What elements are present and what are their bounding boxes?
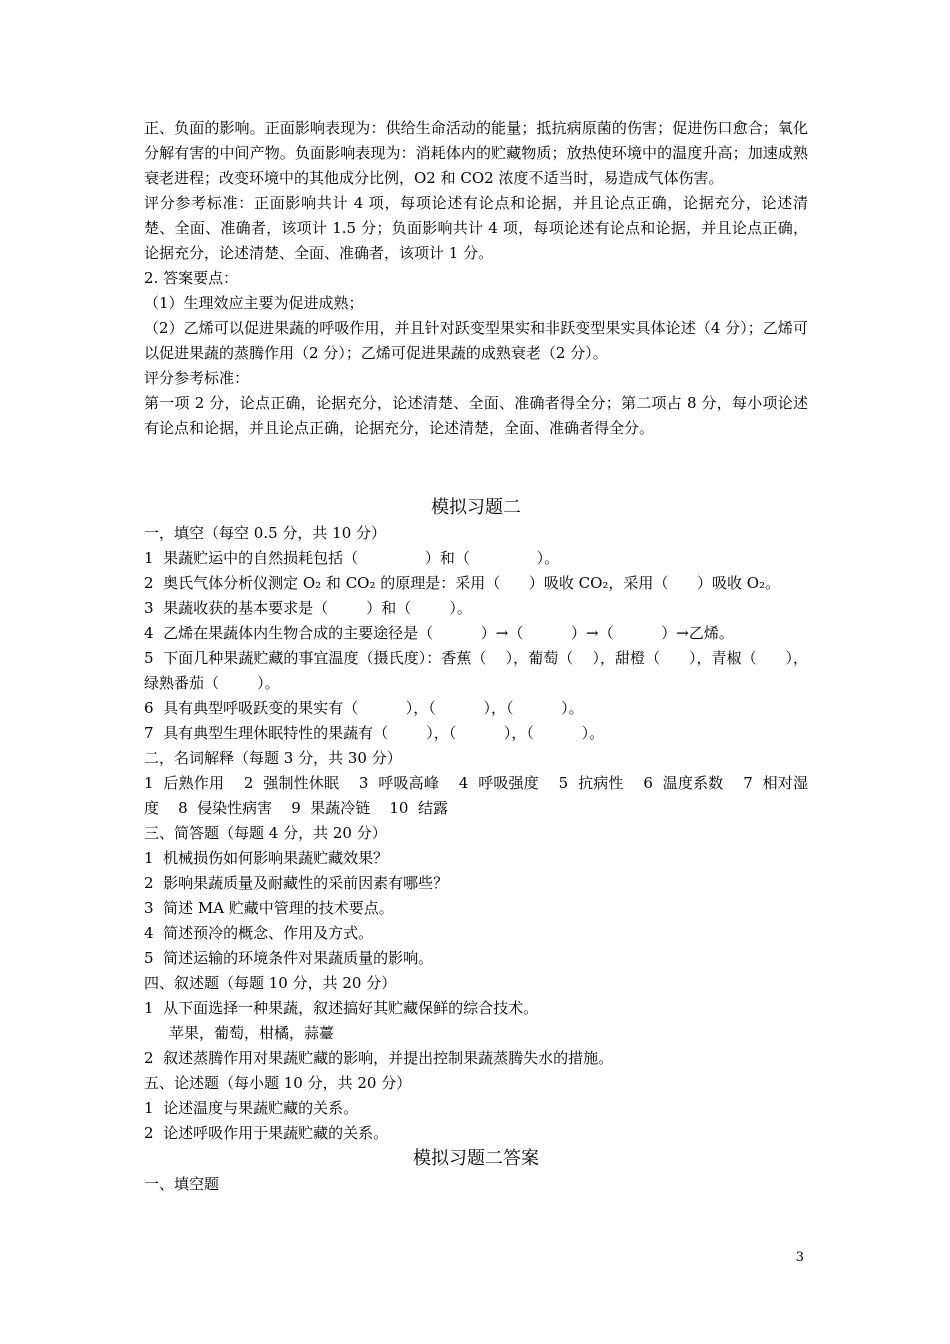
paragraph: 2. 答案要点：	[144, 269, 239, 287]
section-heading: 四、叙述题（每题 10 分，共 20 分）	[144, 974, 397, 992]
spacer	[144, 441, 808, 495]
paragraph: 评分参考标准：正面影响共计 4 项，每项论述有论点和论据，并且论点正确，论据充分，论述清楚、全面、准确者，该项计 1.5 分；负面影响共计 4 项，每项论述有论点和论据，并且论点正确，论据充分，论述清楚、全面、准确者，该项计 1 分。	[144, 194, 808, 262]
section-heading: 一，填空（每空 0.5 分，共 10 分）	[144, 524, 387, 542]
question-item: 2 叙述蒸腾作用对果蔬贮藏的影响，并提出控制果蔬蒸腾失水的措施。	[144, 1049, 614, 1067]
section-title: 模拟习题二答案	[413, 1148, 539, 1169]
section-heading: 三、简答题（每题 4 分，共 20 分）	[144, 824, 387, 842]
question-item: 4 简述预冷的概念、作用及方式。	[144, 924, 374, 942]
question-item: 5 下面几种果蔬贮藏的事宜温度（摄氏度）：香蕉（ ），葡萄（ ），甜橙（ ），青椒（ ），绿熟番茄（ ）。	[144, 649, 808, 692]
question-item: 4 乙烯在果蔬体内生物合成的主要途径是（ ）→（ ）→（ ）→乙烯。	[144, 624, 734, 642]
paragraph: 第一项 2 分，论点正确，论据充分，论述清楚、全面、准确者得全分；第二项占 8 分，每小项论述有论点和论据，并且论点正确，论据充分，论述清楚，全面、准确者得全分。	[144, 394, 808, 437]
question-item: 1 从下面选择一种果蔬，叙述搞好其贮藏保鲜的综合技术。	[144, 999, 539, 1017]
question-item: 3 果蔬收获的基本要求是（ ）和（ ）。	[144, 599, 472, 617]
question-item: 7 具有典型生理休眠特性的果蔬有（ ），（ ），（ ）。	[144, 724, 605, 742]
question-options: 苹果，葡萄，柑橘，蒜薹	[169, 1024, 335, 1042]
paragraph: （2）乙烯可以促进果蔬的呼吸作用，并且针对跃变型果实和非跃变型果实具体论述（4 分）；乙烯可以促进果蔬的蒸腾作用（2 分）；乙烯可促进果蔬的成熟衰老（2 分）。	[144, 319, 808, 362]
paragraph: （1）生理效应主要为促进成熟；	[144, 294, 364, 312]
section-heading: 一、填空题	[144, 1175, 220, 1193]
section-heading: 五、论述题（每小题 10 分，共 20 分）	[144, 1074, 412, 1092]
question-item: 1 机械损伤如何影响果蔬贮藏效果？	[144, 849, 389, 867]
document-page	[144, 116, 808, 1197]
question-item: 2 奥氏气体分析仪测定 O₂ 和 CO₂ 的原理是：采用（ ）吸收 CO₂，采用（ ）吸收 O₂。	[144, 574, 781, 592]
question-item: 1 论述温度与果蔬贮藏的关系。	[144, 1099, 359, 1117]
question-item: 2 影响果蔬质量及耐藏性的采前因素有哪些？	[144, 874, 449, 892]
question-item: 5 简述运输的环境条件对果蔬质量的影响。	[144, 949, 434, 967]
question-item: 6 具有典型呼吸跃变的果实有（ ），（ ），（ ）。	[144, 699, 584, 717]
question-item: 1 后熟作用 2 强制性休眠 3 呼吸高峰 4 呼吸强度 5 抗病性 6 温度系数 7 相对湿度 8 侵染性病害 9 果蔬冷链 10 结露	[144, 774, 808, 817]
paragraph: 正、负面的影响。正面影响表现为：供给生命活动的能量；抵抗病原菌的伤害；促进伤口愈合；氧化分解有害的中间产物。负面影响表现为：消耗体内的贮藏物质；放热使环境中的温度升高；加速成熟衰老进程；改变环境中的其他成分比例，O2 和 CO2 浓度不适当时，易造成气体伤害。	[144, 119, 808, 187]
section-heading: 二，名词解释（每题 3 分，共 30 分）	[144, 749, 402, 767]
question-item: 1 果蔬贮运中的自然损耗包括（ ）和（ ）。	[144, 549, 560, 567]
paragraph: 评分参考标准：	[144, 369, 250, 387]
page-number: 3	[795, 1250, 804, 1265]
question-item: 3 简述 MA 贮藏中管理的技术要点。	[144, 899, 394, 917]
section-title: 模拟习题二	[431, 497, 521, 518]
question-item: 2 论述呼吸作用于果蔬贮藏的关系。	[144, 1124, 389, 1142]
